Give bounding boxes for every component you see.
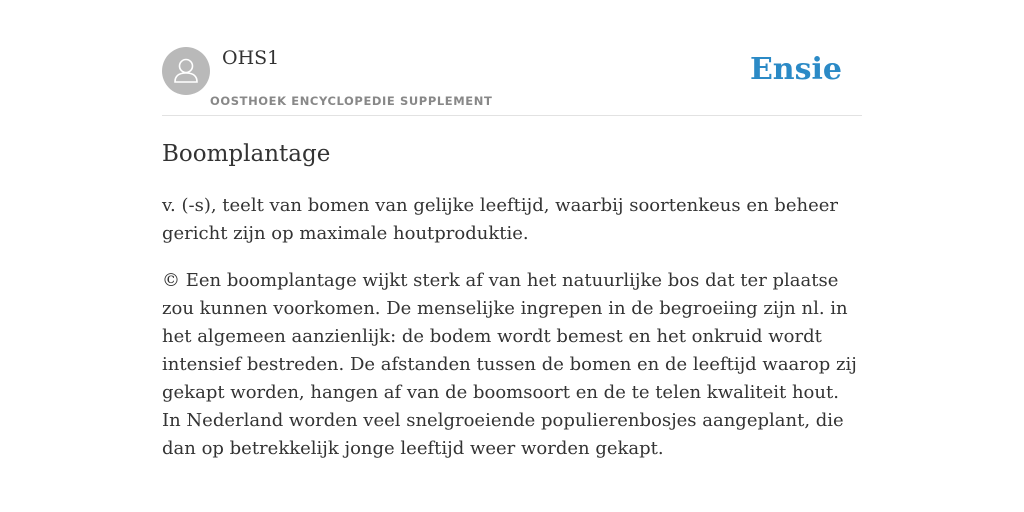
source-label[interactable]: OOSTHOEK ENCYCLOPEDIE SUPPLEMENT — [210, 94, 493, 108]
user-avatar-icon[interactable] — [162, 47, 210, 95]
username[interactable]: OHS1 — [222, 47, 280, 69]
body-paragraph: © Een boomplantage wijkt sterk af van het natuurlijke bos dat ter plaatse zou kunnen voorkomen. De menselijke ingrepen in de begroeiing zijn nl. in het algemeen aanzienlijk: de bodem wordt bemest en het onkruid wordt intensief bestreden. De afstanden tussen de bomen en de leeftijd waarop zij gekapt worden, hangen af van de boomsoort en de te telen kwaliteit hout. In Nederland worden veel snelgroeiende populierenbosjes aangeplant, die dan op betrekkelijk jonge leeftijd weer worden gekapt. — [162, 270, 857, 459]
content-container — [162, 0, 862, 459]
definition-paragraph: v. (-s), teelt van bomen van gelijke leeftijd, waarbij soortenkeus en beheer gericht zijn op maximale houtproduktie. — [162, 195, 838, 244]
brand-logo[interactable]: Ensie — [749, 52, 842, 87]
header — [162, 0, 862, 116]
article-title: Boomplantage — [162, 141, 331, 167]
